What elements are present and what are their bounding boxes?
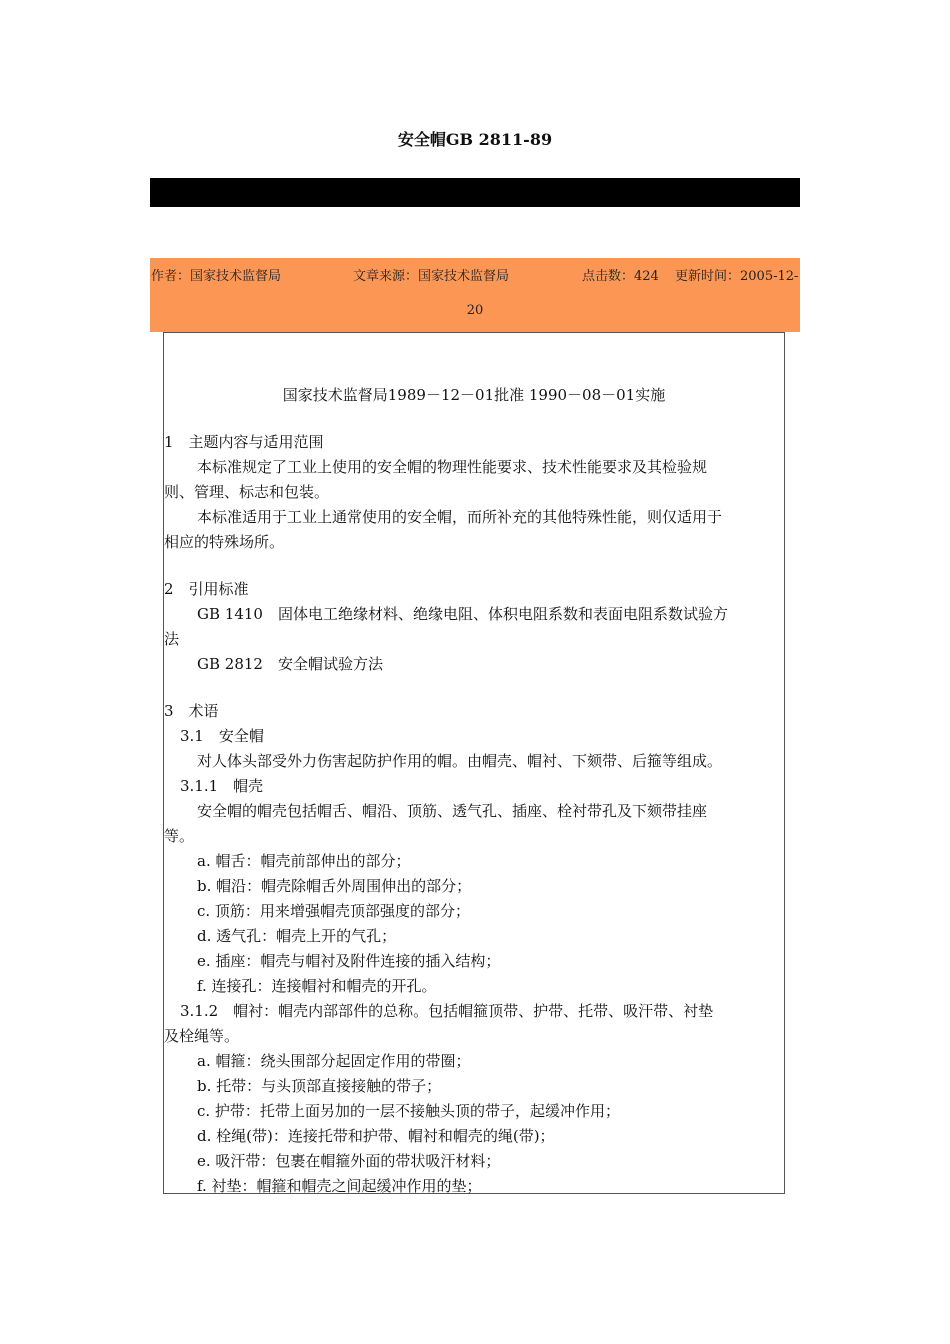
page-title: 安全帽GB 2811-89 bbox=[397, 130, 553, 149]
title-bar-divider bbox=[150, 178, 800, 207]
list-item: d. 栓绳(带)：连接托带和护带、帽衬和帽壳的绳(带)； bbox=[197, 1127, 555, 1145]
list-item: d. 透气孔：帽壳上开的气孔； bbox=[197, 927, 397, 945]
paragraph-line: 法 bbox=[164, 630, 180, 648]
section-heading: 1 主题内容与适用范围 bbox=[164, 433, 324, 451]
meta-row bbox=[150, 265, 800, 283]
paragraph-line: 相应的特殊场所。 bbox=[164, 533, 285, 551]
approval-line: 国家技术监督局1989－12－01批准 1990－08－01实施 bbox=[282, 386, 666, 404]
section-heading: 2 引用标准 bbox=[164, 580, 249, 598]
meta-hits: 点击数：424 bbox=[582, 269, 659, 284]
paragraph-line: 安全帽的帽壳包括帽舌、帽沿、顶筋、透气孔、插座、栓衬带孔及下颏带挂座 bbox=[197, 802, 708, 820]
paragraph-line: 等。 bbox=[164, 827, 195, 845]
paragraph-line: GB 1410 固体电工绝缘材料、绝缘电阻、体积电阻系数和表面电阻系数试验方 bbox=[197, 605, 728, 623]
paragraph-line: 本标准适用于工业上通常使用的安全帽，而所补充的其他特殊性能，则仅适用于 bbox=[197, 508, 723, 526]
meta-updated: 更新时间：2005-12- bbox=[675, 269, 799, 284]
list-item: f. 连接孔：连接帽衬和帽壳的开孔。 bbox=[197, 977, 437, 995]
article-body bbox=[163, 332, 785, 1194]
subsection-heading: 3.1 安全帽 bbox=[180, 727, 264, 745]
paragraph-line: 本标准规定了工业上使用的安全帽的物理性能要求、技术性能要求及其检验规 bbox=[197, 458, 708, 476]
section-heading: 3 术语 bbox=[164, 702, 219, 720]
list-item: a. 帽舌：帽壳前部伸出的部分； bbox=[197, 852, 411, 870]
paragraph-line: 及栓绳等。 bbox=[164, 1027, 240, 1045]
paragraph-line: GB 2812 安全帽试验方法 bbox=[197, 655, 383, 673]
list-item: b. 帽沿：帽壳除帽舌外周围伸出的部分； bbox=[197, 877, 472, 895]
paragraph-line: 则、管理、标志和包装。 bbox=[164, 483, 330, 501]
subsection-heading: 3.1.1 帽壳 bbox=[180, 777, 264, 795]
article-meta-bar bbox=[150, 258, 800, 332]
meta-updated-continued: 20 bbox=[466, 303, 484, 318]
paragraph-line: 对人体头部受外力伤害起防护作用的帽。由帽壳、帽衬、下颏带、后箍等组成。 bbox=[197, 752, 723, 770]
meta-author: 作者：国家技术监督局 bbox=[151, 269, 282, 284]
list-item: c. 顶筋：用来增强帽壳顶部强度的部分； bbox=[197, 902, 470, 920]
list-item: e. 吸汗带：包裹在帽箍外面的带状吸汗材料； bbox=[197, 1152, 501, 1170]
list-item: f. 衬垫：帽箍和帽壳之间起缓冲作用的垫； bbox=[197, 1177, 482, 1195]
list-item: b. 托带：与头顶部直接接触的带子； bbox=[197, 1077, 442, 1095]
list-item: c. 护带：托带上面另加的一层不接触头顶的带子，起缓冲作用； bbox=[197, 1102, 620, 1120]
meta-source: 文章来源：国家技术监督局 bbox=[353, 269, 510, 284]
list-item: e. 插座：帽壳与帽衬及附件连接的插入结构； bbox=[197, 952, 501, 970]
subsection-heading: 3.1.2 帽衬：帽壳内部部件的总称。包括帽箍顶带、护带、托带、吸汗带、衬垫 bbox=[180, 1002, 714, 1020]
list-item: a. 帽箍：绕头围部分起固定作用的带圈； bbox=[197, 1052, 471, 1070]
